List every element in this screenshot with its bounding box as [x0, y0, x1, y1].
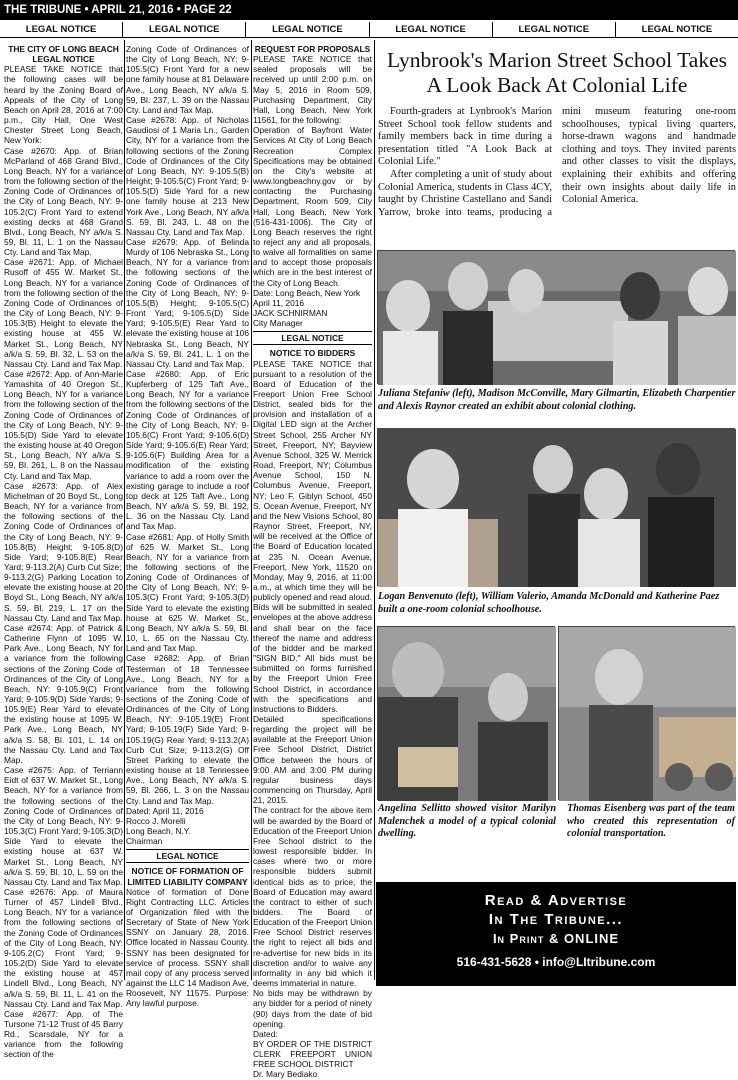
photo-caption: Angelina Sellitto showed visitor Marilyn Malenchek a model of a typical colonial dwelling.	[378, 803, 556, 839]
signature-title: City Manager	[253, 318, 303, 329]
article-paragraph: Fourth-graders at Lynbrook's Marion Street School took fellow students and family members back in time during a presentation titled "A Look Back at Colonial Life."	[378, 106, 552, 168]
notice-paragraph: Case #2674: App. of Patrick & Catherine Flynn of 1095 W. Park Ave., Long Beach, NY for a variance from the following sections of the Zoning Code of Ordinances of the City of Long Beach, NY: 9-105.9(C) Front Yard; 9-105.9(D) Side Yards; 9-105.9(E) Rear Yard to elevate the existing house at 1095 W. Park Ave., Long Beach, NY a/k/a S. 58, Bl. 101, L. 14 on the Nassau Cty. Land and Tax Map.	[4, 622, 123, 765]
legal-tab: LEGAL NOTICE	[641, 24, 713, 35]
notice-title: NOTICE OF FORMATION OF LIMITED LIABILITY COMPANY	[127, 866, 248, 887]
photo-colonial-clothing	[377, 250, 735, 384]
legal-notice-tag: LEGAL NOTICE	[126, 849, 249, 863]
notice-paragraph: Case #2670: App. of Brian McParland of 468 Grand Blvd., Long Beach, NY for a variance from the following section of the Zoning Code of Ordinances of the City of Long Beach, NY: 9-105.2(C) Front Yard to extend existing decks at 468 Grand Blvd., Long Beach, NY a/k/a S. 59, Bl. 11, L. 1 on the Nassau Cty. Land and Tax Map.	[4, 145, 123, 258]
page-header: THE TRIBUNE • APRIL 21, 2016 • PAGE 22	[0, 0, 738, 20]
notice-paragraph: Zoning Code of Ordinances of the City of Long Beach, NY: 9-105.5(C) Front Yard for a new one family house at 81 Delaware Ave., Long Beach, NY a/k/a S. 59, Bl. 237, L. 39 on the Nassau Cty. Land and Tax Map.	[126, 44, 249, 115]
notice-paragraph: Case #2677: App. of The Tursone 71-12 Trust of 45 Barry Rd., Scarsdale, NY for a variance from the following section of the	[4, 1008, 123, 1060]
notice-paragraph: Case #2678: App. of Nicholas Gaudiosi of 1 Maria Ln., Garden City, NY for a variance from the following sections of the Zoning Code of Ordinances of the City of Long Beach, NY: 9-105.5(B) Height; 9-105.5(C) Front Yard; 9-105.5(D) Side Yard for a new one family house at 213 New York Ave., Long Beach, NY a/k/a S. 59, Bl. 243, L. 48 on the Nassau Cty. Land and Tax Map.	[126, 115, 249, 237]
ad-line: Read & Advertise	[484, 892, 628, 909]
photo-caption: Thomas Eisenberg was part of the team who created this representation of colonial transportation.	[567, 803, 735, 839]
notice-paragraph: Notice of formation of Done Right Contracting LLC. Articles of Organization filed with the Secretary of State of New York SSNY on January 28, 2016. Office located in Nassau County. SSNY has been designated for service of process. SSNY shall mail copy of any process served against the LLC 14 Madison Ave, Roosevelt, NY 11575. Purpose: Any lawful purpose.	[126, 886, 249, 1009]
photo-colonial-transportation	[558, 626, 735, 800]
legal-tab: LEGAL NOTICE	[246, 22, 369, 37]
photo-colonial-dwelling	[377, 626, 555, 800]
notice-title: THE CITY OF LONG BEACH	[8, 44, 119, 54]
photo-caption: Juliana Stefaniw (left), Madison McConville, Mary Gilmartin, Elizabeth Charpentier and Alexis Raynor created an exhibit about colonial clothing.	[378, 388, 736, 412]
signature-place: Long Beach, N.Y.	[126, 826, 191, 837]
notice-order: BY ORDER OF THE DISTRICT CLERK FREEPORT UNION FREE SCHOOL DISTRICT	[253, 1039, 372, 1070]
article-body	[378, 106, 736, 246]
signature-name: Rocco J. Morelli	[126, 815, 186, 826]
notice-paragraph: Operation of Bayfront Water Services At City of Long Beach Recreation Complex Specifications may be obtained on the City's website at www.longbeachny.gov or by contacting the Purchasing Department, Room 509, City Hall, Long Beach, New York (516-431-1006). The City of Long Beach reserves the right to reject any and all proposals, to waive all formalities on same and to accept those proposals which are in the best interest of the City of Long Beach.	[253, 125, 372, 288]
notice-paragraph: PLEASE TAKE NOTICE that pursuant to a resolution of the Board of Education of the Freeport Union Free School District, sealed bids for the provision and installation of a Digital LED sign at the Archer Street School, 255 Archer NY Street, Freeport, NY; Bayview Avenue School, 325 W. Merrick Road, Freeport, NY; Columbus Avenue School, 150 N. Columbus Avenue, Freeport, NY; Leo F. Giblyn School, 450 S. Ocean Avenue, Freeport, NY and the New Visions School, 80 Raynor Street, Freeport, NY, will be received at the Office of the Board of Education located at 235 N. Ocean Avenue, Freeport, New York, 11520 on Monday, May 9, 2016, at 11:00 a.m., at which time they will be publicly opened and read aloud.	[253, 358, 372, 603]
notice-paragraph: Case #2679: App. of Belinda Murdy of 106 Nebraska St., Long Beach, NY for a variance from the following sections of the Zoning Code of Ordinances of the City of Long Beach, NY: 9-105.5(B) Height; 9-105.5(C) Front Yard; 9-105.5(D) Side Yard; 9-105.5(E) Rear Yard to elevate the existing house at 106 Nebraska St., Long Beach, NY a/k/a S. 59, Bl. 241, L. 1 on the Nassau Cty. Land and Tax Map.	[126, 236, 249, 369]
notice-subtitle: LEGAL NOTICE	[32, 54, 95, 65]
notice-paragraph: Case #2675: App. of Terriann Eidt of 637 W. Market St., Long Beach, NY for a variance from the following sections of the Zoning Code of Ordinances of the City of Long Beach, NY: 9-105.3(C) Front Yard; 9-105.3(D) Side Yard to elevate the existing house at 637 W. Market St., Long Beach, NY a/k/a S. 59, Bl. 10, L. 59 on the Nassau Cty. Land and Tax Map.	[4, 765, 123, 887]
ad-contact: 516-431-5628 • info@LItribune.com	[456, 955, 656, 969]
notice-paragraph: Case #2682: App. of Brian Testerman of 18 Tennessee Ave., Long Beach, NY for a variance from the following sections of the Zoning Code of Ordinances of the City of Long Beach, NY: 9-105.19(E) Front Yard; 9-105.19(F) Side Yard; 9-105.19(G) Rear Yard; 9-113.2(A) Curb Cut Size; 9-113.2(G) Off Street Parking to elevate the existing house at 18 Tennessee Ave., Long Beach, NY a/k/a S. 59, Bl. 266, L. 3 on the Nassau Cty. Land and Tax Map.	[126, 653, 249, 806]
notice-paragraph: Case #2676: App. of Maura Turner of 457 Lindell Blvd., Long Beach, NY for a variance from the following sections of the Zoning Code of Ordinances of the City of Long Beach, NY: 9-105.2(C) Front Yard; 9-105.2(D) Side Yard to elevate the existing house at 457 Lindell Blvd., Long Beach, NY a/k/a S. 59, Bl. 11, L. 41 on the Nassau Cty. Land and Tax Map.	[4, 886, 123, 1009]
photo-image	[378, 627, 556, 801]
notice-paragraph: Case #2672: App. of Ann-Marie Yamashita of 40 Oregon St., Long Beach, NY for a variance from the following section of the Zoning Code of Ordinances of the City of Long Beach, NY: 9-105.5(D) Side Yard to elevate the existing house at 40 Oregon St., Long Beach, NY a/k/a S. 59, Bl. 261, L. 8 on the Nassau Cty. Land and Tax Map.	[4, 369, 123, 481]
signature-date: Dated: April 11, 2016	[126, 805, 204, 816]
photo-image	[559, 627, 736, 801]
notice-paragraph: 9-113.2(G) Parking Location to elevate the existing house at 20 Boyd St., Long Beach, NY a/k/a S. 59, Bl. 219, L. 17 on the Nassau Cty. Land and Tax Map.	[4, 572, 123, 623]
advertise-box	[376, 882, 736, 986]
ad-line: In The Tribune...	[488, 911, 624, 928]
notice-paragraph: The contract for the above item will be awarded by the Board of Education of the Freeport Union Free School district to the lowest responsible bidder. In cases where two or more responsible bidders submit identical bids as to price, the Board of Education may award the contract to either of such bidders. The Board of Education of the Freeport Union Free School District reserves the right to reject all bids and re-advertise for new bids in its discretion and/or to waive any informality in any bid which it deems immaterial in nature.	[253, 805, 372, 989]
column-rule	[374, 40, 375, 980]
legal-tab: LEGAL NOTICE	[370, 22, 493, 37]
legal-notice-tag: LEGAL NOTICE	[253, 331, 372, 345]
article-headline: Lynbrook's Marion Street School Takes A Look Back At Colonial Life	[387, 48, 727, 97]
notice-paragraph: PLEASE TAKE NOTICE that the following cases will be heard by the Zoning Board of Appeals of the City of Long Beach on April 28, 2016 at 7:00 p.m., City Hall, One West Chester Street Long Beach, New York:	[4, 64, 123, 146]
notice-dated: Dated:	[253, 1028, 278, 1039]
column-rule	[124, 40, 125, 980]
notice-title: NOTICE TO BIDDERS	[269, 348, 356, 359]
signature-title: Chairman	[126, 836, 163, 847]
photo-image	[378, 251, 736, 385]
notice-paragraph: Bids will be submitted in sealed envelopes at the above address and shall bear on the face thereof the name and address of the bidder and be marked "SIGN BID." All bids must be submitted on forms furnished by the Freeport Union Free School District, in accordance with the specifications and instructions to Bidders.	[253, 602, 372, 714]
notice-column-2	[126, 44, 249, 1009]
article-paragraph: After completing a unit of study about Colonial America, students in Class 4CY, taught by Christine Castellano and Sandi Yarrow, broke into teams, producing a mini museum featuring one-room schoolhouses, typical living quarters, horse-drawn wagons and handmade clothing and toys. They invited parents and other classes to visit the displays, explaining their exhibits and offering their own insights about daily life in Colonial America.	[378, 106, 736, 218]
notice-paragraph: Case #2671: App. of Michael Rusoff of 455 W. Market St., Long Beach, NY for a variance from the following section of the Zoning Code of Ordinances of the City of Long Beach, NY: 9-105.3(B) Height to elevate the existing house at 455 W. Market St., Long Beach, NY a/k/a S. 59, Bl. 32, L. 53 on the Nassau Cty. Land and Tax Map.	[4, 257, 123, 369]
notice-column-1	[4, 44, 123, 1060]
notice-paragraph: Case #2673: App. of Alex Michelman of 20 Boyd St., Long Beach, NY for a variance from the following sections of the Zoning Code of Ordinances of the City of Long Beach, NY: 9-105.8(B) Height; 9-105.8(D) Side Yard; 9-105.8(E) Rear Yard; 9-113.2(A) Curb Cut Size;	[4, 480, 123, 572]
photo-caption: Logan Benvenuto (left), William Valerio, Amanda McDonald and Katherine Paez built a one-room colonial schoolhouse.	[378, 591, 720, 615]
notice-date: April 11, 2016	[253, 297, 305, 308]
column-rule	[251, 40, 252, 980]
notice-paragraph: Case #2681: App. of Holly Smith of 625 W. Market St., Long Beach, NY for a variance from the following sections of the Zoning Code of Ordinances of the City of Long Beach, NY: 9-105.3(C) Front Yard; 9-105.3(D) Side Yard to elevate the existing house at 625 W. Market St., Long Beach, NY a/k/a S. 59, Bl. 10, L. 65 on the Nassau Cty. Land and Tax Map.	[126, 531, 249, 654]
notice-paragraph: Detailed specifications regarding the project will be available at the Freeport Union Free School District, District Office between the hours of 9:00 AM and 3:00 PM during regular business days commencing on Thursday, April 21, 2015.	[253, 714, 372, 806]
notice-paragraph: No bids may be withdrawn by any bidder for a period of ninety (90) days from the date of bid opening.	[253, 988, 372, 1029]
ad-line: In Print & ONLINE	[492, 931, 620, 946]
notice-column-3	[253, 44, 372, 1080]
signature-name: Dr. Mary Bediako	[253, 1069, 318, 1080]
notice-paragraph: PLEASE TAKE NOTICE that sealed proposals will be received up until 2:00 p.m. on May 5, 2016 in Room 509, Purchasing Department, City Hall, Long Beach, New York 11561, for the following:	[253, 54, 372, 126]
notice-paragraph: Case #2680: App. of Eric Kupferberg of 125 Taft Ave., Long Beach, NY for a variance from the following sections of the Zoning Code of Ordinances of the City of Long Beach, NY: 9-105.6(C) Front Yard; 9-105.6(D) Side Yard; 9-105.6(E) Rear Yard; 9-105.6(F) Building Area for a modification of the existing variance to add a room over the existing garage to include a roof top deck at 125 Taft Ave., Long Beach, NY a/k/a S. 59, Bl. 192, L. 36 on the Nassau Cty. Land and Tax Map.	[126, 369, 249, 532]
legal-tab: LEGAL NOTICE	[0, 22, 123, 37]
photo-image	[378, 429, 736, 587]
notice-date: Date: Long Beach, New York	[253, 287, 361, 298]
legal-notice-bar	[0, 22, 738, 38]
legal-tab: LEGAL NOTICE	[123, 22, 246, 37]
legal-tab: LEGAL NOTICE	[493, 22, 616, 37]
notice-title: REQUEST FOR PROPOSALS	[254, 44, 371, 54]
photo-schoolhouse	[377, 428, 735, 586]
signature-name: JACK SCHNIRMAN	[253, 308, 328, 319]
